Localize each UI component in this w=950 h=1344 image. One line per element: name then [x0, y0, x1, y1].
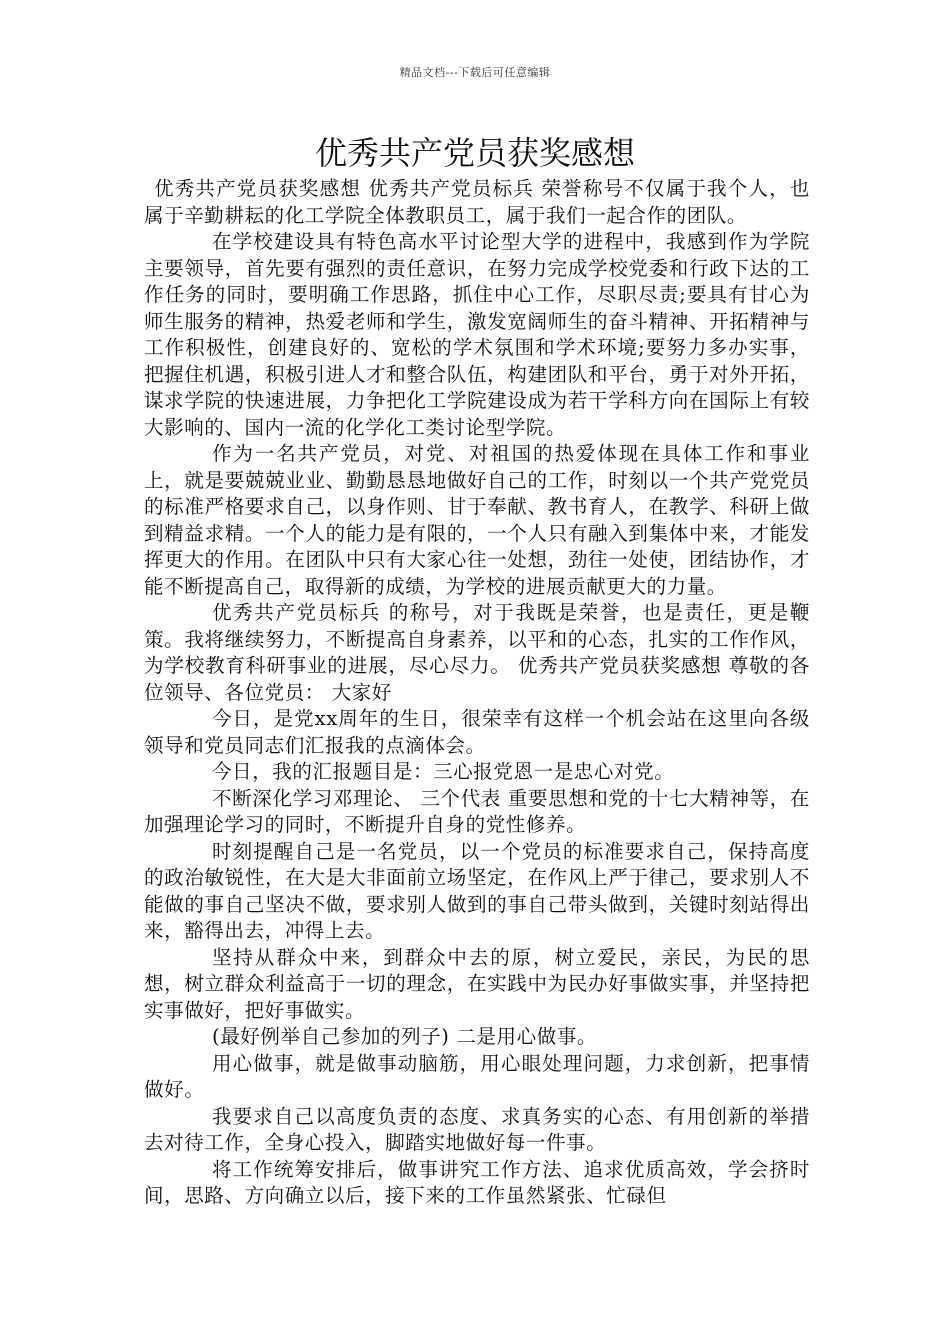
header-note: 精品文档---下载后可任意编辑 — [399, 66, 551, 79]
paragraph: 时刻提醒自己是一名党员，以一个党员的标准要求自己，保持高度的政治敏锐性，在大是大非面前立场坚定，在作风上严于律己，要求别人不能做的事自己坚决不做，要求别人做到的事自己带头做到，关键时刻站得出来，豁得出去，冲得上去。 — [144, 839, 810, 942]
document-body — [144, 176, 810, 1210]
paragraph: 用心做事，就是做事动脑筋，用心眼处理问题，力求创新，把事情做好。 — [144, 1051, 810, 1101]
paragraph: (最好例举自己参加的列子) 二是用心做事。 — [212, 1025, 598, 1048]
paragraph: 今日，我的汇报题目是：三心报党恩一是忠心对党。 — [212, 760, 675, 783]
paragraph: 将工作统筹安排后，做事讲究工作方法、追求优质高效，学会挤时间，思路、方向确立以后，接下来的工作虽然紧张、忙碌但 — [144, 1157, 810, 1207]
paragraph: 作为一名共产党员，对党、对祖国的热爱体现在具体工作和事业上，就是要兢兢业业、勤勤恳恳地做好自己的工作，时刻以一个共产党党员的标准严格要求自己，以身作则、甘于奉献、教书育人，在教学、科研上做到精益求精。一个人的能力是有限的，一个人只有融入到集体中来，才能发挥更大的作用。在团队中只有大家心往一处想，劲往一处使，团结协作，才能不断提高自己，取得新的成绩，为学校的进展贡献更大的力量。 — [144, 442, 810, 598]
paragraph: 今日，是党xx周年的生日，很荣幸有这样一个机会站在这里向各级领导和党员同志们汇报我的点滴体会。 — [144, 707, 810, 757]
document-title: 优秀共产党员获奖感想 — [314, 134, 635, 172]
paragraph: 优秀共产党员标兵 的称号，对于我既是荣誉，也是责任，更是鞭策。我将继续努力，不断提高自身素养，以平和的心态，扎实的工作作风，为学校教育科研事业的进展，尽心尽力。 优秀共产党员获奖感想 尊敬的各位领导、各位党员： 大家好 — [144, 601, 810, 704]
paragraph: 我要求自己以高度负责的态度、求真务实的心态、有用创新的举措去对待工作，全身心投入，脚踏实地做好每一件事。 — [144, 1104, 810, 1154]
paragraph: 坚持从群众中来，到群众中去的原，树立爱民，亲民，为民的思想，树立群众利益高于一切的理念，在实践中为民办好事做实事，并坚持把实事做好，把好事做实。 — [144, 945, 810, 1022]
paragraph: 不断深化学习邓理论、 三个代表 重要思想和党的十七大精神等，在加强理论学习的同时，不断提升自身的党性修养。 — [144, 786, 810, 836]
paragraph: 优秀共产党员获奖感想 优秀共产党员标兵 荣誉称号不仅属于我个人，也属于辛勤耕耘的化工学院全体教职员工，属于我们一起合作的团队。 — [144, 177, 810, 227]
paragraph: 在学校建设具有特色高水平讨论型大学的进程中，我感到作为学院主要领导，首先要有强烈的责任意识，在努力完成学校党委和行政下达的工作任务的同时，要明确工作思路，抓住中心工作，尽职尽责;要具有甘心为师生服务的精神，热爱老师和学生，激发宽阔师生的奋斗精神、开拓精神与工作积极性，创建良好的、宽松的学术氛围和学术环境;要努力多办实事，把握住机遇，积极引进人才和整合队伍，构建团队和平台，勇于对外开拓，谋求学院的快速进展，力争把化工学院建设成为若干学科方向在国际上有较大影响的、国内一流的化学化工类讨论型学院。 — [144, 230, 810, 439]
